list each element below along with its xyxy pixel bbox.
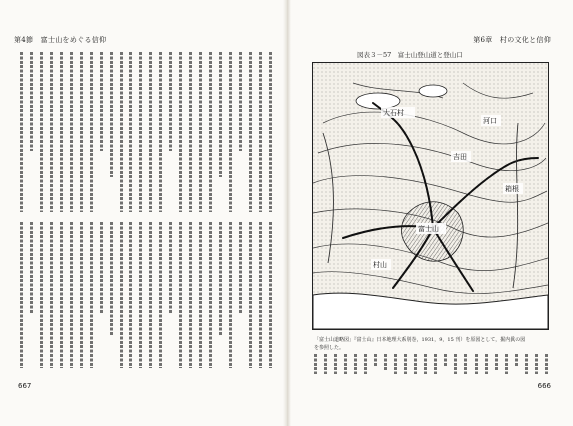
text-column-line [475,354,478,374]
text-column-line [464,354,467,374]
label-hakone: 箱根 [505,185,519,193]
text-column-line [110,52,113,177]
text-column-line [169,222,172,313]
text-column-line [40,222,43,368]
label-murayama: 村山 [373,261,387,269]
text-column-line [20,52,23,212]
right-running-head: 第6章 村の文化と信仰 [473,36,551,44]
text-column-line [394,354,397,374]
text-column-line [219,222,222,336]
text-column-line [249,222,252,368]
text-column-line [364,354,367,374]
text-column-line [334,354,337,374]
text-column-line [404,354,407,374]
text-column-line [454,354,457,374]
text-column-line [324,354,327,374]
text-column-line [434,354,437,374]
text-column-line [344,354,347,374]
figure-title: 図表３－57 富士山登山道と登山口 [357,51,463,59]
text-column-line [139,52,142,212]
right-page-number: 666 [537,382,551,390]
text-column-line [30,52,33,151]
text-column-line [269,52,272,212]
text-column-line [70,52,73,212]
text-column-line [414,354,417,374]
text-column-line [229,52,232,212]
map-figure [312,62,549,330]
text-column-line [149,52,152,212]
text-column-line [209,52,212,212]
text-column-line [120,222,123,368]
text-column-line [50,222,53,368]
text-column-line [314,354,317,374]
text-column-line [515,354,518,366]
text-column-line [100,52,103,151]
left-body-text-upper [20,52,272,212]
text-column-line [30,222,33,313]
left-body-text-lower [20,222,272,368]
text-column-line [90,222,93,368]
text-column-line [189,222,192,368]
text-column-line [495,354,498,370]
text-column-line [80,222,83,368]
text-column-line [60,222,63,368]
text-column-line [179,52,182,212]
text-column-line [159,222,162,368]
text-column-line [259,222,262,368]
label-yoshida: 吉田 [453,153,467,161]
text-column-line [199,52,202,212]
text-column-line [189,52,192,212]
left-running-head: 第4節 富士山をめぐる信仰 [14,36,107,44]
text-column-line [129,52,132,212]
right-body-text-lower [314,354,548,374]
text-column-line [139,222,142,368]
figure-caption-line2: を参照した。 [314,345,345,351]
text-column-line [40,52,43,212]
text-column-line [110,222,113,336]
text-column-line [149,222,152,368]
text-column-line [545,354,548,374]
figure-caption-line1: 「富士山道略図」『富士山』日本地理大系別巻，1931，9，15 刊）を原図として，掘内眞の図 [314,337,526,343]
text-column-line [80,52,83,212]
left-page [0,0,284,426]
label-kawaguchi: 河口 [483,117,497,125]
terrain-texture [313,63,548,329]
text-column-line [535,354,538,374]
text-column-line [169,52,172,151]
text-column-line [444,354,447,366]
text-column-line [354,354,357,374]
text-column-line [70,222,73,368]
text-column-line [199,222,202,368]
text-column-line [159,52,162,212]
text-column-line [259,52,262,212]
text-column-line [269,222,272,368]
text-column-line [50,52,53,212]
label-ofunatsu: 大石村 [383,109,404,117]
text-column-line [239,52,242,151]
text-column-line [209,222,212,368]
text-column-line [424,354,427,374]
text-column-line [505,354,508,374]
text-column-line [249,52,252,212]
text-column-line [374,354,377,366]
map-drawing [313,63,548,329]
lake-upper-right [419,85,447,97]
text-column-line [239,222,242,313]
text-column-line [90,52,93,212]
text-column-line [485,354,488,374]
text-column-line [120,52,123,212]
text-column-line [525,354,528,374]
text-column-line [219,52,222,177]
text-column-line [229,222,232,368]
text-column-line [20,222,23,368]
text-column-line [384,354,387,370]
text-column-line [129,222,132,368]
text-column-line [179,222,182,368]
text-column-line [100,222,103,313]
left-page-number: 667 [18,382,32,390]
text-column-line [60,52,63,212]
label-fuji: 富士山 [418,225,439,233]
